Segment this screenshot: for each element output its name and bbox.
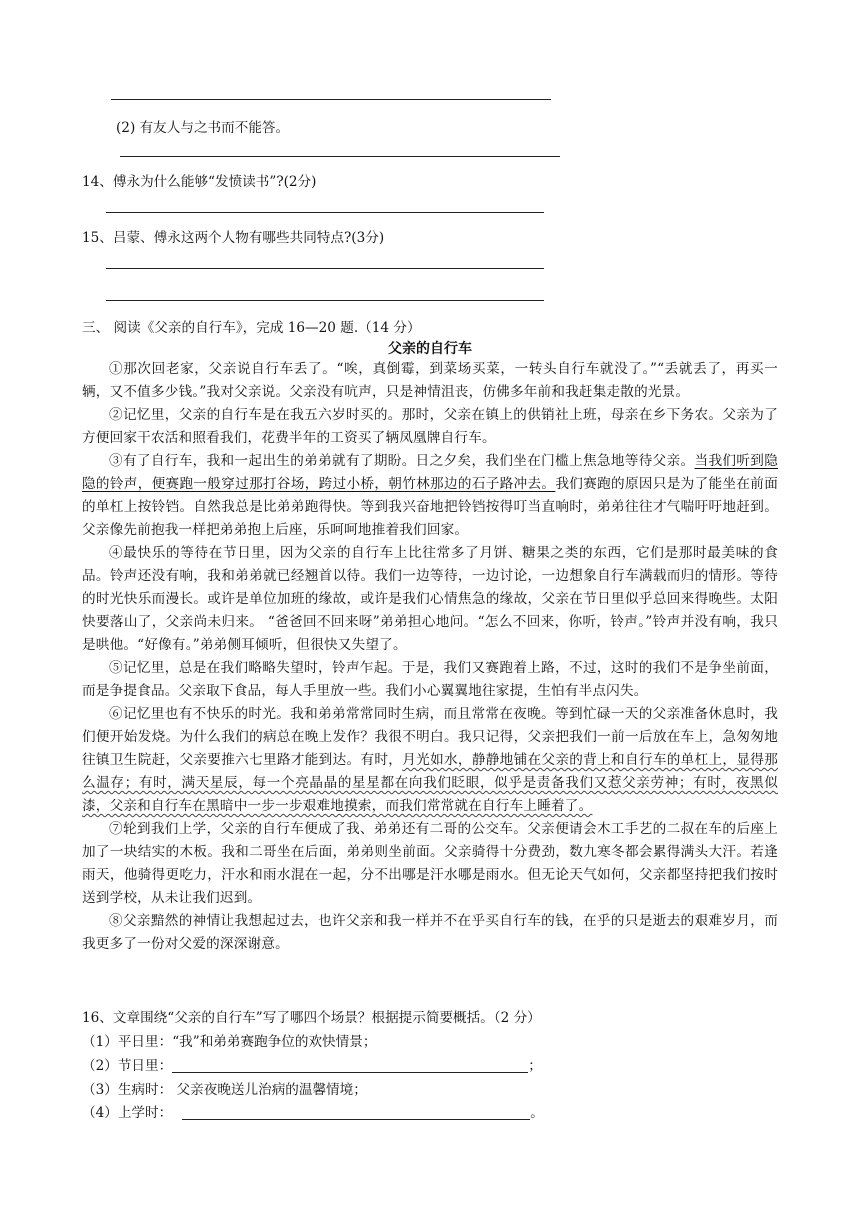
paragraph-6 [82, 703, 778, 818]
answer-line-13-2[interactable] [120, 156, 560, 157]
paragraph-8: ⑧父亲黯然的神情让我想起过去，也许父亲和我一样并不在乎买自行车的钱，在乎的只是逝去的艰难岁月，而我更多了一份对父爱的深深谢意。 [82, 913, 778, 952]
answer-line-13-1[interactable] [111, 99, 551, 100]
scene-4 [82, 1101, 544, 1121]
question-16: 16、文章围绕“父亲的自行车”写了哪四个场景？根据提示简要概括。（2 分） [82, 1010, 541, 1026]
scene-4-end: 。 [530, 1105, 544, 1121]
paragraph-3-start: ③有了自行车，我和一起出生的弟弟就有了期盼。日之夕矣，我们坐在门槛上焦急地等待父亲。 [109, 453, 695, 469]
scene-1: （1）平日里：“我”和弟弟赛跑争位的欢快情景； [82, 1034, 377, 1050]
scene-3: （3）生病时： 父亲夜晚送儿治病的温馨情境； [82, 1082, 367, 1098]
answer-line-15-1[interactable] [106, 268, 544, 269]
paragraph-3-end: 我们赛跑的原因只是为了能坐在前面的单杠上按铃铛。自然我总是比弟弟跑得快。等到我兴奋地把铃铛按得叮当直响时，弟弟往往才气喘吁吁地赶到。父亲像先前抱我一样把弟弟抱上后座，乐呵呵地推着我们回家。 [82, 476, 778, 538]
paragraph-4: ④最快乐的等待在节日里，因为父亲的自行车上比往常多了月饼、糖果之类的东西，它们是那时最美味的食品。铃声还没有响，我和弟弟就已经翘首以待。我们一边等待，一边讨论，一边想象自行车满载而归的情形。等待的时光快乐而漫长。或许是单位加班的缘故，或许是我们心情焦急的缘故，父亲在节日里似乎总回来得晚些。太阳快要落山了，父亲尚未归来。 “爸爸回不回来呀”弟弟担心地问。“怎么不回来，你听，铃声。”铃声并没有响，我只是哄他。“好像有。”弟弟侧耳倾听，但很快又失望了。 [82, 545, 778, 653]
passage-body [82, 358, 778, 956]
paragraph-2: ②记忆里，父亲的自行车是在我五六岁时买的。那时，父亲在镇上的供销社上班，母亲在乡下务农。父亲为了方便回家干农活和照看我们，花费半年的工资买了辆凤凰牌自行车。 [82, 407, 778, 446]
paragraph-6-wavy: 月光如水，静静地铺在父亲的背上和自行车的单杠上，显得那么温存；有时，满天星辰，每一个亮晶晶的星星都在向我们眨眼，似乎是责备我们又惹父亲劳神；有时，夜黑似漆，父亲和自行车在黑暗中一步一步艰难地摸索，而我们常常就在自行车上睡着了。 [82, 752, 778, 814]
question-13-item-2: (2) 有友人与之书而不能答。 [116, 120, 290, 136]
paragraph-6-start: ⑥记忆里也有不快乐的时光。我和弟弟常常同时生病，而且常常在夜晚。等到忙碌一天的父亲准备休息时，我们便开始发烧。为什么我们的病总在晚上发作？我很不明白。我只记得，父亲把我们一前一后放在车上，急匆匆地往镇卫生院赶，父亲要推六七里路才能到达。有时， [82, 706, 778, 768]
scene-4-answer-line[interactable] [182, 1105, 530, 1120]
paragraph-1: ①那次回老家，父亲说自行车丢了。“唉，真倒霉，到菜场买菜，一转头自行车就没了。”“丢就丢了，再买一辆，又不值多少钱。”我对父亲说。父亲没有吭声，只是神情沮丧，仿佛多年前和我赶集走散的光景。 [82, 361, 778, 400]
passage-title: 父亲的自行车 [388, 341, 472, 357]
scene-2-label: （2）节日里： [82, 1058, 173, 1074]
question-15: 15、吕蒙、傅永这两个人物有哪些共同特点?(3分) [82, 230, 385, 246]
section-3-heading: 三、 阅读《父亲的自行车》，完成 16—20 题.（14 分） [82, 320, 421, 336]
answer-line-15-2[interactable] [106, 300, 544, 301]
paragraph-3 [82, 450, 778, 542]
scene-2-end: ； [528, 1058, 542, 1074]
scene-2-answer-line[interactable] [172, 1058, 528, 1073]
question-14: 14、傅永为什么能够“发愤读书”?(2分) [82, 174, 317, 190]
paragraph-3-underlined: 当我们听到隐隐的铃声，便赛跑一般穿过那打谷场，跨过小桥，朝竹林那边的石子路冲去。 [82, 453, 778, 492]
scene-2 [82, 1054, 542, 1074]
paragraph-7: ⑦轮到我们上学，父亲的自行车便成了我、弟弟还有二哥的公交车。父亲便请会木工手艺的二叔在车的后座上加了一块结实的木板。我和二哥坐在后面，弟弟则坐前面。父亲骑得十分费劲，数九寒冬都会累得满头大汗。若逢雨天，他骑得更吃力，汗水和雨水混在一起，分不出哪是汗水哪是雨水。但无论天气如何，父亲都坚持把我们按时送到学校，从未让我们迟到。 [82, 821, 778, 906]
paragraph-5: ⑤记忆里，总是在我们略略失望时，铃声乍起。于是，我们又赛跑着上路，不过，这时的我们不是争坐前面，而是争提食品。父亲取下食品，每人手里放一些。我们小心翼翼地往家提，生怕有半点闪失。 [82, 660, 778, 699]
scene-4-label: （4）上学时： [82, 1105, 173, 1121]
answer-line-14[interactable] [106, 212, 544, 213]
